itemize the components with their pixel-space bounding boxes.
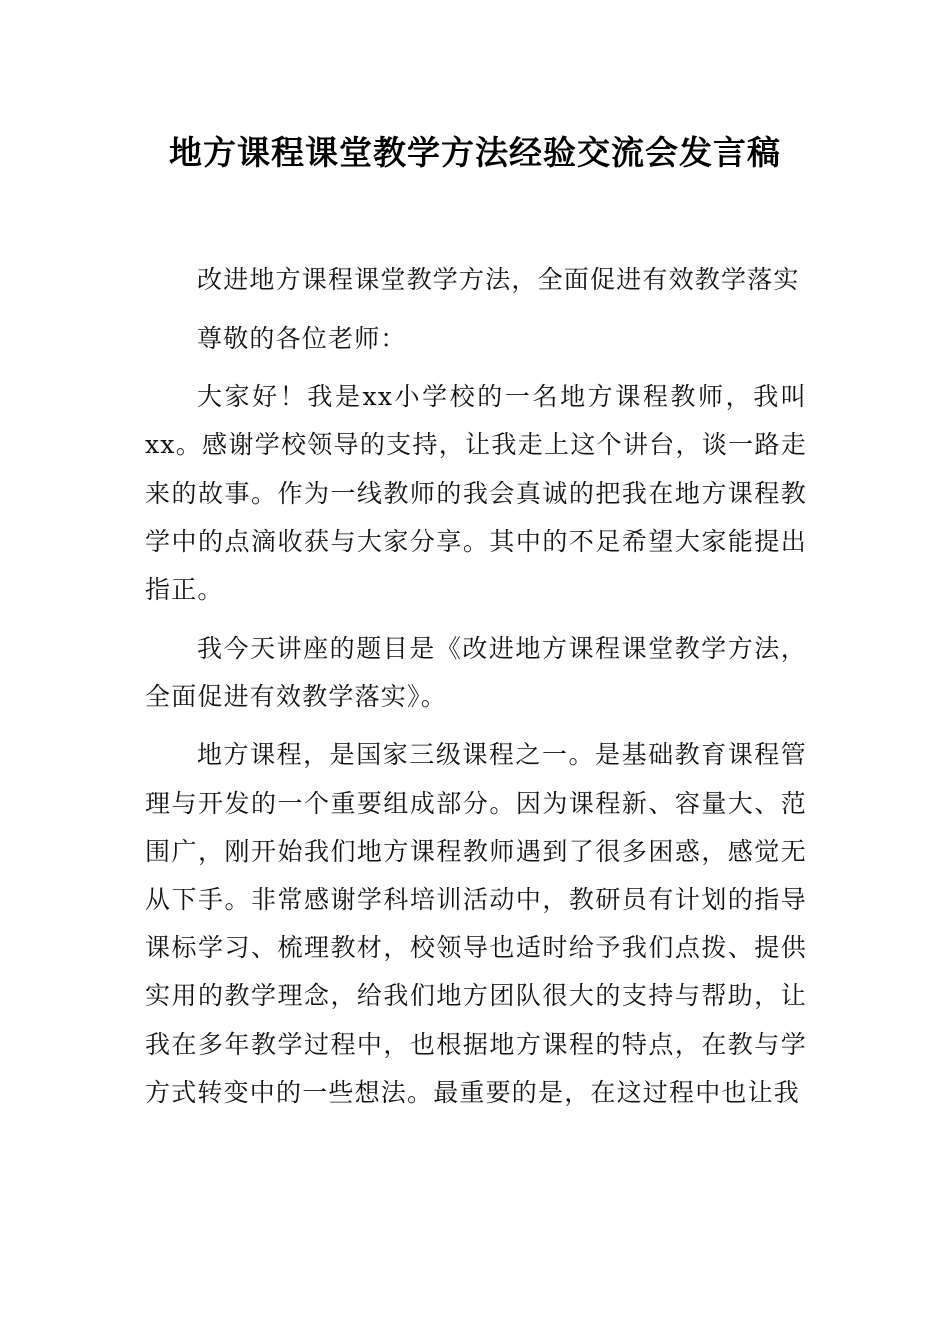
document-body xyxy=(145,256,807,1127)
body-paragraph: 大家好！我是xx小学校的一名地方课程教师，我叫xx。感谢学校领导的支持，让我走上这个讲台，谈一路走来的故事。作为一线教师的我会真诚的把我在地方课程教学中的点滴收获与大家分享。其中的不足希望大家能提出指正。 xyxy=(145,382,807,604)
body-paragraph: 我今天讲座的题目是《改进地方课程课堂教学方法，全面促进有效教学落实》。 xyxy=(145,633,807,711)
speech-subtitle: 改进地方课程课堂教学方法，全面促进有效教学落实 xyxy=(197,265,800,294)
body-paragraph: 地方课程，是国家三级课程之一。是基础教育课程管理与开发的一个重要组成部分。因为课程新、容量大、范围广，刚开始我们地方课程教师遇到了很多困惑，感觉无从下手。非常感谢学科培训活动中，教研员有计划的指导课标学习、梳理教材，校领导也适时给予我们点拨、提供实用的教学理念，给我们地方团队很大的支持与帮助，让我在多年教学过程中，也根据地方课程的特点，在教与学方式转变中的一些想法。最重要的是，在这过程中也让我 xyxy=(145,740,807,1107)
salutation: 尊敬的各位老师： xyxy=(197,323,407,353)
document-title: 地方课程课堂教学方法经验交流会发言稿 xyxy=(169,133,781,172)
